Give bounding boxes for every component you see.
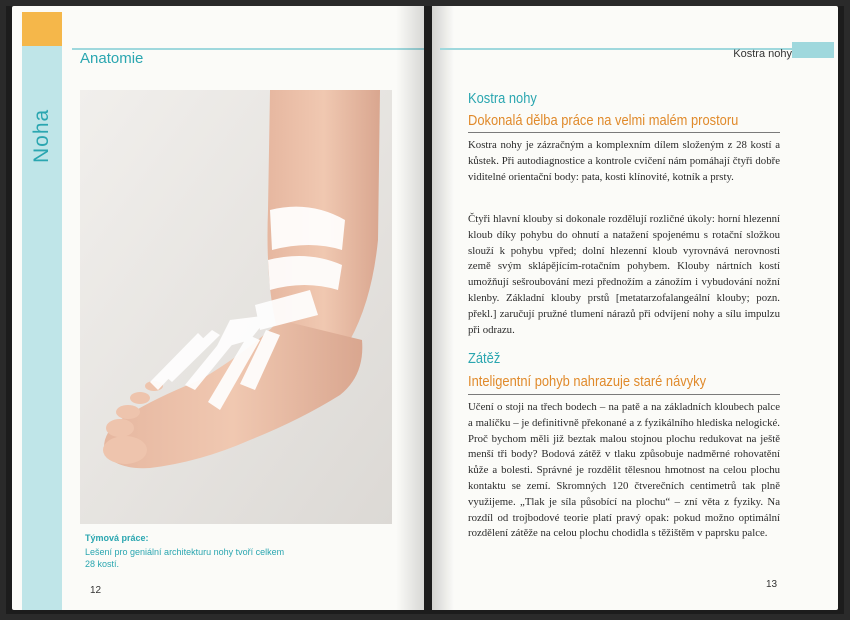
right-page [432,6,838,610]
caption-title: Týmová práce: [85,533,149,543]
left-page [12,6,424,610]
page-number-right: 13 [766,579,778,590]
section-subtitle: Dokonalá dělba práce na velmi malém prostoru [468,112,739,129]
paragraph: Čtyři hlavní klouby si dokonale rozdělují rozličné úkoly: horní hlezenní kloub díky pohybu do ohnutí a natažení spojenému s rotační složkou slouží k pohybu vpřed; dolní hlezenní kloub vyrovnává nerovnosti země svým sklápějícím-rotačním pohybem. Klouby nártních kostí umožňují sešroubování mezi přednožím a zánožím i vybudování nožní klenby. Základní klouby prstů [metatarzofalangeální klouby; pozn. překl.] zaručují pružné tlumení nárazů při odvíjení nohy a sílu impulzu při odrazu. [468,213,780,336]
foot-skeleton-illustration [80,90,392,524]
gutter-shadow [396,6,424,610]
section-title: Zátěž [468,350,501,367]
foot-photo [80,90,392,524]
section-subtitle: Inteligentní pohyb nahrazuje staré návyky [468,373,707,390]
section-title: Kostra nohy [468,90,537,107]
color-tab [792,42,834,58]
running-head: Kostra nohy [733,48,792,60]
color-tab [22,12,62,46]
section-label: Anatomie [80,50,144,67]
paragraph: Kostra nohy je zázračným a komplexním dílem složeným z 28 kostí a kůstek. Při autodiagnostice a kontrole cvičení nám pomáhají čtyři dobře viditelné orientační body: pata, kosti klínovité, kotník a prsty. [468,139,780,183]
book-spread [6,6,844,614]
side-title: Noha [30,108,53,164]
page-number-left: 12 [90,585,102,596]
heading-rule [468,394,780,395]
caption-text: Lešení pro geniální architekturu nohy tvoří celkem 28 kostí. [85,547,285,569]
gutter-shadow [432,6,454,610]
heading-rule [468,132,780,133]
paragraph: Učení o stoji na třech bodech – na patě a na základních kloubech palce a malíčku – je definitivně překonané a z fyzikálního hlediska nelogické. Proč bychom měli již beztak malou stojnou plochu redukovat na ještě menší tři body? Bodová zátěž v tlaku způsobuje nadměrné rohovatění kůže a bolesti. Správné je rozdělit tělesnou hmotnost na celou plochu kontaktu se zemí. Skromných 120 čtverečních centimetrů tak plně využijeme. „Tlak je síla působící na plochu“ – zní věta z fyziky. Na rozdíl od trojbodové teorie platí pravý opak: pokud možno optimální rozdělení zátěže na celou plochu chodidla s těžištěm v paprsku palce. [468,401,780,540]
